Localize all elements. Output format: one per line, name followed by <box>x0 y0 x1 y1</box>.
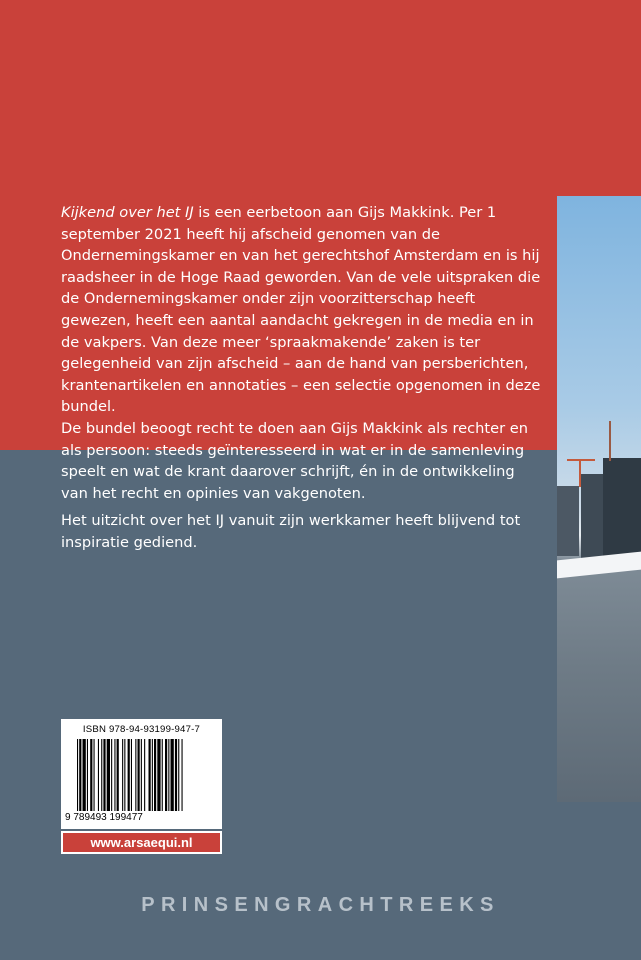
barcode-bars <box>77 739 212 811</box>
isbn-label: ISBN 978-94-93199-947-7 <box>82 724 201 735</box>
isbn-barcode <box>61 719 222 829</box>
barcode-digits: 9 789493 199477 <box>65 812 143 823</box>
cover-photo-amsterdam-ij <box>557 196 641 802</box>
blurb-paragraph-1-text: is een eerbetoon aan Gijs Makkink. Per 1 september 2021 heeft hij afscheid genomen van de Ondernemingskamer en van het gerechtshof Amsterdam en is hij raadsheer in de Hoge Raad geworden. Van de vele uitspraken die de Ondernemingskamer onder zijn voorzitterschap heeft gewezen, heeft een aantal aandacht gekregen in de media en in de vakpers. Van deze meer ‘spraakmakende’ zaken is ter gelegenheid van zijn afscheid – aan de hand van persberichten, krantenartikelen en annotaties – een selectie opgenomen in deze bundel. <box>61 204 541 416</box>
series-name: PRINSENGRACHTREEKS <box>141 894 500 916</box>
book-title-italic: Kijkend over het IJ <box>61 204 194 221</box>
blurb-paragraph-1 <box>61 202 541 418</box>
blurb-paragraph-2: De bundel beoogt recht te doen aan Gijs Makkink als rechter en als persoon: steeds geïnteresseerd in wat er in de samenleving speelt en wat de krant daarover schrijft, én in de ontwikkeling van het recht en opinies van vakgenoten. <box>61 419 528 502</box>
publisher-url-box <box>61 831 222 854</box>
back-cover-blurb <box>61 202 541 554</box>
publisher-url: www.arsaequi.nl <box>90 835 193 850</box>
blurb-paragraph-3: Het uitzicht over het IJ vanuit zijn werkkamer heeft blijvend tot inspiratie gediend. <box>61 512 521 551</box>
